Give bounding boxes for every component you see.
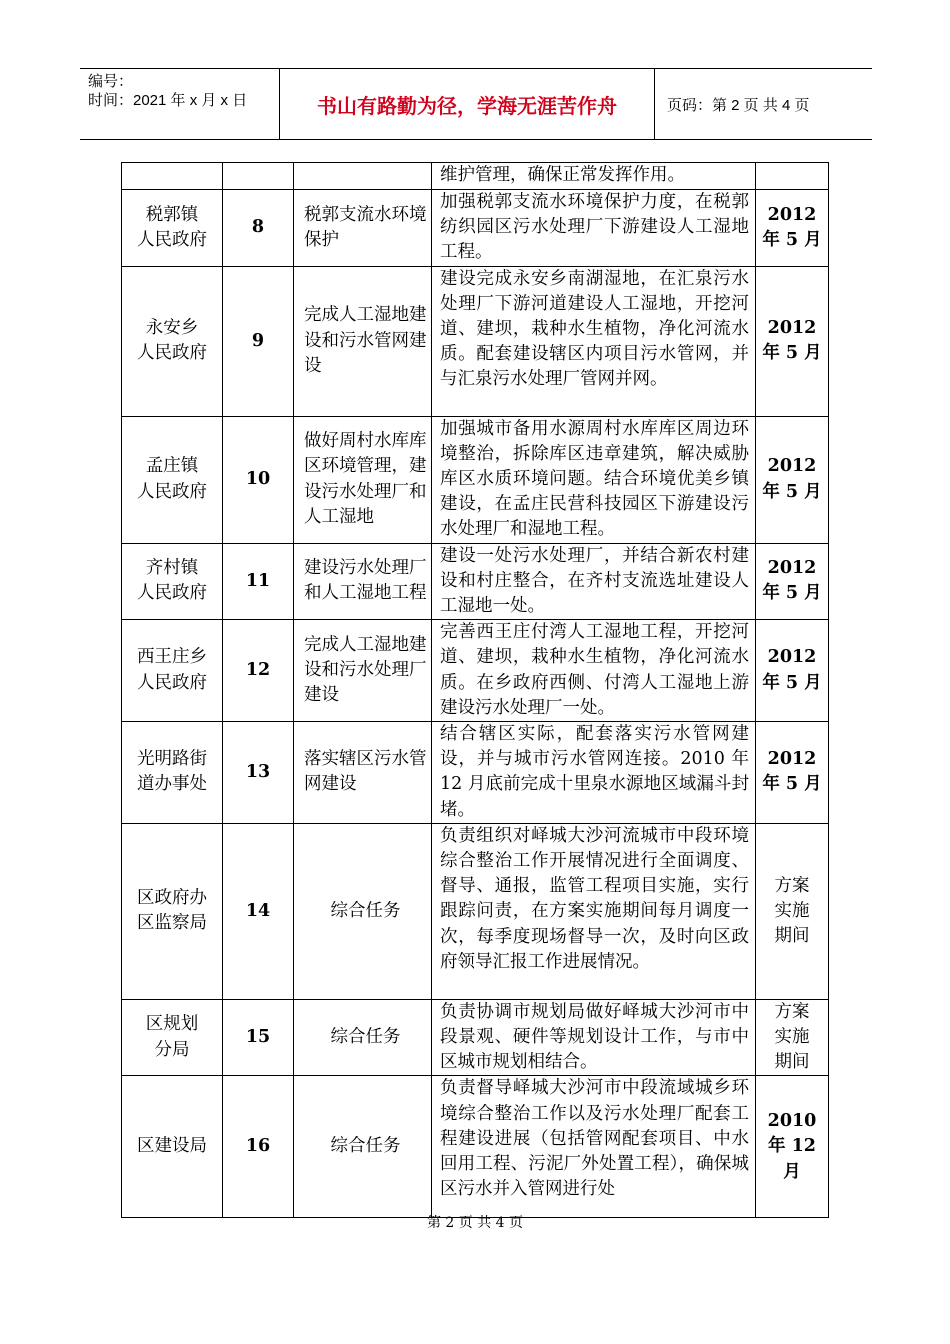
page-footer: 第 2 页 共 4 页	[426, 1215, 524, 1231]
page-header	[80, 68, 872, 140]
deadline-cell: 方案 实施 期间	[756, 999, 829, 1076]
header-meta	[80, 69, 280, 139]
table-row	[122, 1076, 829, 1218]
deadline-cell: 2012 年 5 月	[756, 266, 829, 416]
table-row	[122, 620, 829, 722]
task-cell: 完成人工湿地建设和污水管网建设	[294, 266, 432, 416]
table-row	[122, 416, 829, 543]
task-cell: 综合任务	[294, 823, 432, 999]
unit-cell: 区规划 分局	[122, 999, 223, 1076]
task-cell: 税郭支流水环境保护	[294, 190, 432, 267]
content-cell: 加强城市备用水源周村水库库区周边环境整治，拆除库区违章建筑，解决威胁库区水质环境问题。结合环境优美乡镇建设，在孟庄民营科技园区下游建设污水处理厂和湿地工程。	[432, 416, 756, 543]
unit-cell: 齐村镇 人民政府	[122, 543, 223, 620]
number-cell	[223, 163, 294, 190]
unit-cell: 区政府办 区监察局	[122, 823, 223, 999]
number-cell: 15	[223, 999, 294, 1076]
content-cell: 负责协调市规划局做好峄城大沙河市中段景观、硬件等规划设计工作，与市中区城市规划相结合。	[432, 999, 756, 1076]
unit-cell: 孟庄镇 人民政府	[122, 416, 223, 543]
unit-cell: 光明路街 道办事处	[122, 722, 223, 824]
number-cell: 8	[223, 190, 294, 267]
task-cell: 综合任务	[294, 1076, 432, 1218]
content-cell: 建设一处污水处理厂，并结合新农村建设和村庄整合，在齐村支流选址建设人工湿地一处。	[432, 543, 756, 620]
table-row	[122, 190, 829, 267]
table-row	[122, 543, 829, 620]
deadline-cell: 2012 年 5 月	[756, 416, 829, 543]
table-row	[122, 823, 829, 999]
deadline-cell: 2012 年 5 月	[756, 620, 829, 722]
deadline-cell: 2012 年 5 月	[756, 722, 829, 824]
number-cell: 11	[223, 543, 294, 620]
number-cell: 13	[223, 722, 294, 824]
table-row	[122, 722, 829, 824]
content-cell: 建设完成永安乡南湖湿地，在汇泉污水处理厂下游河道建设人工湿地，开挖河道、建坝，栽种水生植物，净化河流水质。配套建设辖区内项目污水管网，并与汇泉污水处理厂管网并网。	[432, 266, 756, 416]
content-cell: 负责督导峄城大沙河市中段流域城乡环境综合整治工作以及污水处理厂配套工程建设进展（包括管网配套项目、中水回用工程、污泥厂外处置工程），确保城区污水并入管网进行处	[432, 1076, 756, 1218]
number-cell: 16	[223, 1076, 294, 1218]
task-cell: 综合任务	[294, 999, 432, 1076]
table-row	[122, 266, 829, 416]
content-cell: 结合辖区实际，配套落实污水管网建设，并与城市污水管网连接。2010 年 12 月底前完成十里泉水源地区域漏斗封堵。	[432, 722, 756, 824]
header-motto: 书山有路勤为径，学海无涯苦作舟	[280, 69, 655, 139]
deadline-cell: 方案 实施 期间	[756, 823, 829, 999]
number-cell: 9	[223, 266, 294, 416]
task-cell: 建设污水处理厂和人工湿地工程	[294, 543, 432, 620]
number-cell: 12	[223, 620, 294, 722]
serial-label: 编号：	[88, 73, 134, 90]
content-cell: 加强税郭支流水环境保护力度，在税郭纺织园区污水处理厂下游建设人工湿地工程。	[432, 190, 756, 267]
unit-cell: 区建设局	[122, 1076, 223, 1218]
number-cell: 14	[223, 823, 294, 999]
task-cell: 落实辖区污水管网建设	[294, 722, 432, 824]
unit-cell: 西王庄乡 人民政府	[122, 620, 223, 722]
deadline-cell: 2012 年 5 月	[756, 543, 829, 620]
task-table	[121, 162, 829, 1218]
table-row	[122, 163, 829, 190]
task-cell	[294, 163, 432, 190]
table-row	[122, 999, 829, 1076]
task-cell: 做好周村水库库区环境管理，建设污水处理厂和人工湿地	[294, 416, 432, 543]
number-cell: 10	[223, 416, 294, 543]
task-cell: 完成人工湿地建设和污水处理厂建设	[294, 620, 432, 722]
content-cell: 负责组织对峄城大沙河流城市中段环境综合整治工作开展情况进行全面调度、督导、通报，监管工程项目实施，实行跟踪问责，在方案实施期间每月调度一次，每季度现场督导一次，及时向区政府领导汇报工作进展情况。	[432, 823, 756, 999]
deadline-cell	[756, 163, 829, 190]
deadline-cell: 2012 年 5 月	[756, 190, 829, 267]
unit-cell: 税郭镇 人民政府	[122, 190, 223, 267]
content-cell: 完善西王庄付湾人工湿地工程，开挖河道、建坝，栽种水生植物，净化河流水质。在乡政府西侧、付湾人工湿地上游建设污水处理厂一处。	[432, 620, 756, 722]
header-page-info: 页码：第 2 页 共 4 页	[667, 96, 810, 114]
date-label: 时间：2021 年 x 月 x 日	[88, 92, 248, 109]
unit-cell	[122, 163, 223, 190]
unit-cell: 永安乡 人民政府	[122, 266, 223, 416]
content-cell: 维护管理，确保正常发挥作用。	[432, 163, 756, 190]
deadline-cell: 2010 年 12 月	[756, 1076, 829, 1218]
